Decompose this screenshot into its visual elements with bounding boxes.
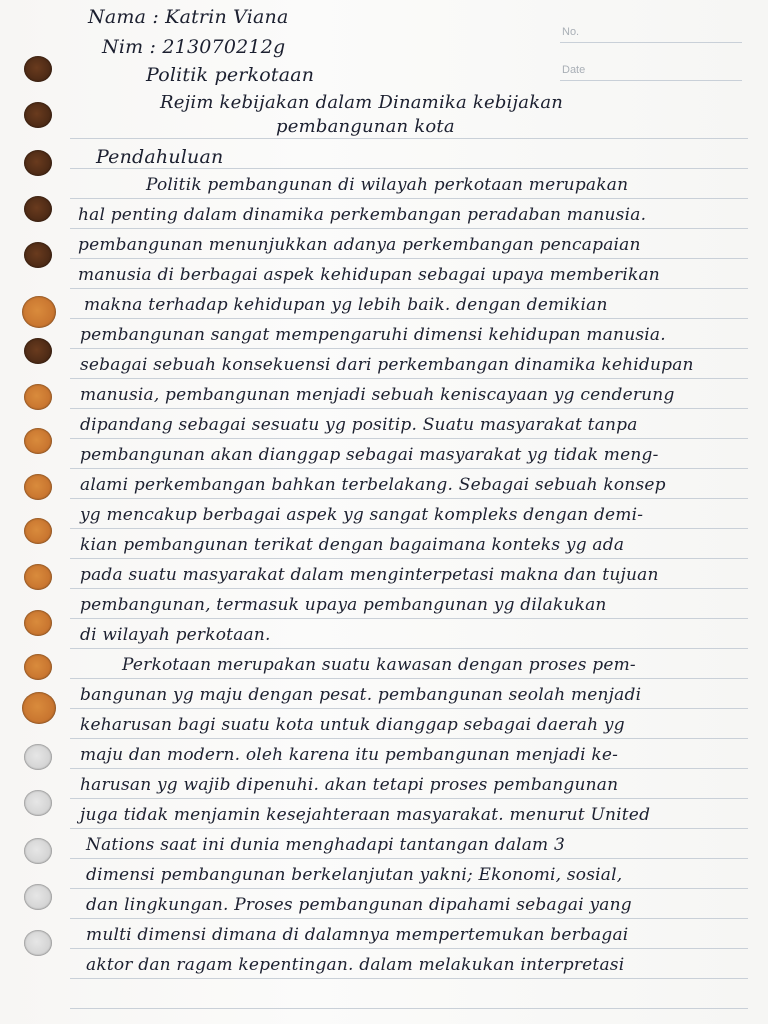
body-line: dipandang sebagai sesuatu yg positip. Suatu masyarakat tanpa: [80, 415, 638, 435]
rule-line: [70, 948, 748, 949]
student-name: Nama : Katrin Viana: [88, 6, 289, 28]
rule-line: [70, 978, 748, 979]
body-line: dimensi pembangunan berkelanjutan yakni; Ekonomi, sosial,: [86, 865, 623, 885]
rule-line: [70, 408, 748, 409]
body-line: Nations saat ini dunia menghadapi tantangan dalam 3: [86, 835, 565, 855]
binder-hole: [24, 338, 52, 364]
rule-line: [70, 348, 748, 349]
section-heading: Pendahuluan: [96, 146, 224, 168]
rule-line: [70, 888, 748, 889]
rule-line: [70, 858, 748, 859]
body-line: pembangunan, termasuk upaya pembangunan yg dilakukan: [80, 595, 607, 615]
body-line: Perkotaan merupakan suatu kawasan dengan proses pem-: [122, 655, 636, 675]
body-line: alami perkembangan bahkan terbelakang. Sebagai sebuah konsep: [80, 475, 666, 495]
body-line: manusia, pembangunan menjadi sebuah keniscayaan yg cenderung: [80, 385, 675, 405]
rule-line: [70, 678, 748, 679]
binder-hole: [24, 838, 52, 864]
date-line: [560, 80, 742, 81]
essay-title-line-1: Rejim kebijakan dalam Dinamika kebijakan: [160, 92, 564, 113]
body-line: multi dimensi dimana di dalamnya mempertemukan berbagai: [86, 925, 629, 945]
body-line: maju dan modern. oleh karena itu pembangunan menjadi ke-: [80, 745, 619, 765]
binder-hole: [24, 930, 52, 956]
rule-line: [70, 708, 748, 709]
no-line: [560, 42, 742, 43]
body-line: sebagai sebuah konsekuensi dari perkembangan dinamika kehidupan: [80, 355, 694, 375]
body-line: Politik pembangunan di wilayah perkotaan merupakan: [146, 175, 629, 195]
binder-hole: [24, 474, 52, 500]
rule-line: [70, 468, 748, 469]
rule-line: [70, 288, 748, 289]
binder-hole: [24, 428, 52, 454]
rule-line: [70, 228, 748, 229]
essay-title-line-2: pembangunan kota: [276, 116, 455, 137]
rule-line: [70, 378, 748, 379]
rule-line: [70, 918, 748, 919]
rule-line: [70, 828, 748, 829]
binder-hole: [24, 196, 52, 222]
body-line: hal penting dalam dinamika perkembangan peradaban manusia.: [78, 205, 647, 225]
binder-hole: [24, 744, 52, 770]
rule-line: [70, 198, 748, 199]
binder-hole: [24, 384, 52, 410]
rule-line: [70, 168, 748, 169]
binder-hole: [24, 610, 52, 636]
rule-line: [70, 768, 748, 769]
body-line: pembangunan sangat mempengaruhi dimensi kehidupan manusia.: [80, 325, 666, 345]
body-line: aktor dan ragam kepentingan. dalam melakukan interpretasi: [86, 955, 625, 975]
binder-holes: [0, 0, 70, 1024]
binder-hole: [24, 564, 52, 590]
body-line: harusan yg wajib dipenuhi. akan tetapi proses pembangunan: [80, 775, 619, 795]
rule-line: [70, 558, 748, 559]
binder-hole: [24, 518, 52, 544]
body-line: yg mencakup berbagai aspek yg sangat kompleks dengan demi-: [80, 505, 644, 525]
rule-line: [70, 528, 748, 529]
no-label: No.: [562, 26, 580, 38]
rule-line: [70, 318, 748, 319]
rule-line: [70, 258, 748, 259]
body-line: bangunan yg maju dengan pesat. pembangunan seolah menjadi: [80, 685, 642, 705]
binder-hole: [24, 790, 52, 816]
body-line: juga tidak menjamin kesejahteraan masyarakat. menurut United: [80, 805, 651, 825]
rule-line: [70, 798, 748, 799]
student-nim: Nim : 213070212g: [102, 36, 286, 58]
course-name: Politik perkotaan: [146, 64, 315, 86]
body-line: manusia di berbagai aspek kehidupan sebagai upaya memberikan: [78, 265, 660, 285]
binder-hole: [24, 884, 52, 910]
body-line: pembangunan menunjukkan adanya perkembangan pencapaian: [78, 235, 641, 255]
rule-line: [70, 648, 748, 649]
rule-line: [70, 498, 748, 499]
rule-line: [70, 138, 748, 139]
body-line: kian pembangunan terikat dengan bagaimana konteks yg ada: [80, 535, 625, 555]
body-line: di wilayah perkotaan.: [80, 625, 271, 645]
rule-line: [70, 588, 748, 589]
binder-hole: [24, 654, 52, 680]
body-line: keharusan bagi suatu kota untuk dianggap sebagai daerah yg: [80, 715, 625, 735]
binder-hole: [24, 56, 52, 82]
binder-hole: [24, 242, 52, 268]
body-line: dan lingkungan. Proses pembangunan dipahami sebagai yang: [86, 895, 632, 915]
rule-line: [70, 738, 748, 739]
rule-line: [70, 1008, 748, 1009]
rule-line: [70, 618, 748, 619]
rule-line: [70, 438, 748, 439]
binder-hole: [22, 296, 56, 328]
body-line: makna terhadap kehidupan yg lebih baik. dengan demikian: [84, 295, 608, 315]
date-label: Date: [562, 64, 586, 76]
binder-hole: [24, 102, 52, 128]
binder-hole: [24, 150, 52, 176]
binder-hole: [22, 692, 56, 724]
body-line: pada suatu masyarakat dalam menginterpetasi makna dan tujuan: [80, 565, 659, 585]
body-line: pembangunan akan dianggap sebagai masyarakat yg tidak meng-: [80, 445, 659, 465]
